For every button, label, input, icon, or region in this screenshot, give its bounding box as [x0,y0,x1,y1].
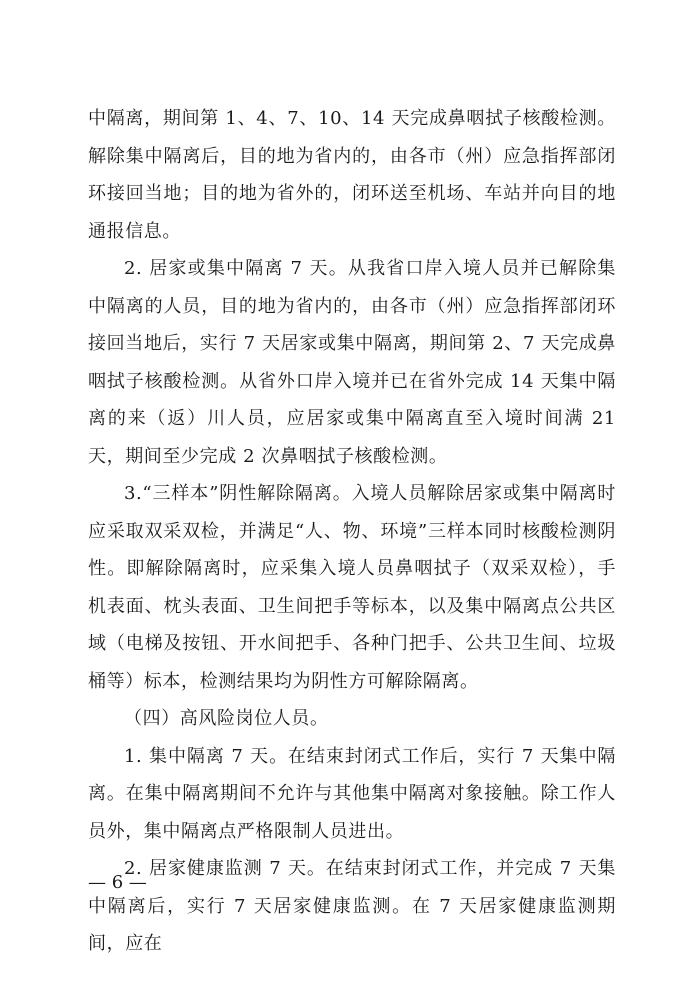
section-heading-high-risk-personnel: （四）高风险岗位人员。 [124,708,329,729]
paragraph-three-samples-negative: 3.“三样本”阴性解除隔离。入境人员解除居家或集中隔离时应采取双采双检，并满足“人、物、环境”三样本同时核酸检测阴性。即解除隔离时，应采集入境人员鼻咽拭子（双采双检），手机表面、枕头表面、卫生间把手等标本，以及集中隔离点公共区域（电梯及按钮、开水间把手、各种门把手、公共卫生间、垃圾桶等）标本，检测结果均为阴性方可解除隔离。 [88,483,616,692]
paragraph-central-quarantine-7-days: 1. 集中隔离 7 天。在结束封闭式工作后，实行 7 天集中隔离。在集中隔离期间不允许与其他集中隔离对象接触。除工作人员外，集中隔离点严格限制人员进出。 [88,745,616,842]
paragraph-home-or-central-quarantine: 2. 居家或集中隔离 7 天。从我省口岸入境人员并已解除集中隔离的人员，目的地为省内的，由各市（州）应急指挥部闭环接回当地后，实行 7 天居家或集中隔离，期间第 2、7 天完成鼻咽拭子核酸检测。从省外口岸入境并已在省外完成 14 天集中隔离的来（返）川人员，应居家或集中隔离直至入境时间满 21 天，期间至少完成 2 次鼻咽拭子核酸检测。 [88,258,616,467]
paragraph-home-health-monitoring: 2. 居家健康监测 7 天。在结束封闭式工作，并完成 7 天集中隔离后，实行 7 天居家健康监测。在 7 天居家健康监测期间，应在 [88,858,616,954]
page-number: — 6 — [88,872,147,893]
paragraph-continuation: 中隔离，期间第 1、4、7、10、14 天完成鼻咽拭子核酸检测。解除集中隔离后，目的地为省内的，由各市（州）应急指挥部闭环接回当地；目的地为省外的，闭环送至机场、车站并向目的地通报信息。 [88,108,616,242]
document-body [88,100,616,963]
